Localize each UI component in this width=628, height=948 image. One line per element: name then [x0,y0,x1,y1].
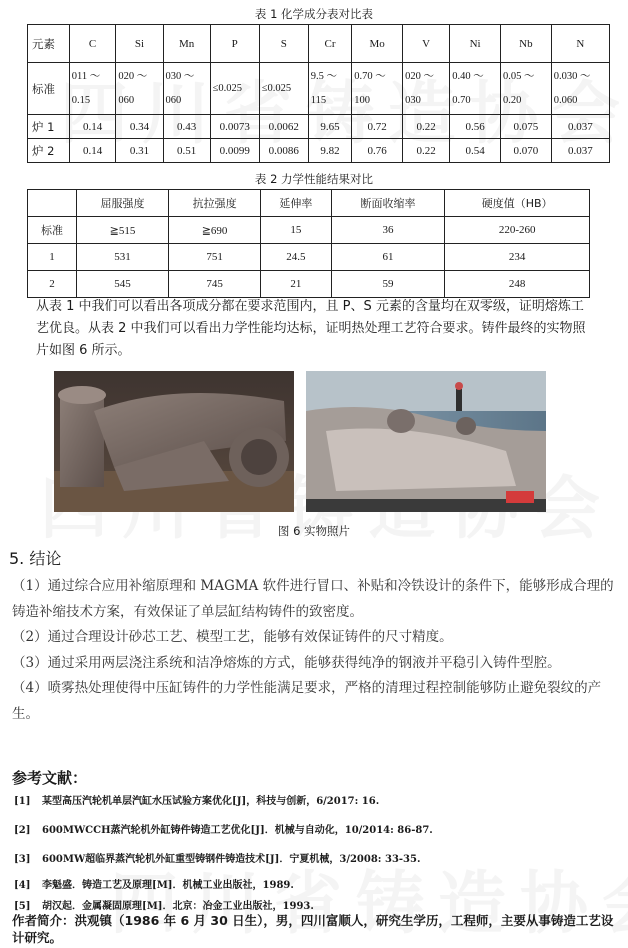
casting-photo-left [54,371,294,512]
reference-item [14,821,433,836]
table-header-cell: Cr [308,25,351,63]
table-cell: 0.34 [116,115,163,139]
table-header-cell: 屈服强度 [76,190,168,217]
conclusion-item: （2）通过合理设计砂芯工艺、模型工艺，能够有效保证铸件的尺寸精度。 [12,629,453,645]
table-cell: 15 [261,217,332,244]
table-cell: 2 [28,271,77,298]
table-cell: 9.82 [308,139,351,163]
table-header-cell [28,190,77,217]
table-cell: ≧690 [169,217,261,244]
conclusion-item: （4）喷雾热处理使得中压缸铸件的力学性能满足要求，严格的清理过程控制能够防止避免裂纹的产生。 [12,680,602,722]
table-cell: 751 [169,244,261,271]
table-cell: ≤0.025 [259,63,308,115]
table-cell: 0.037 [551,115,609,139]
author-intro: 作者简介：洪观镇（1986 年 6 月 30 日生），男，四川富顺人，研究生学历，工程师，主要从事铸造工艺设计研究。 [12,913,614,945]
reference-number: [5] [14,901,31,912]
table-cell: 0.54 [450,139,501,163]
table-cell: 0.075 [501,115,552,139]
reference-number: [4] [14,880,31,891]
table-header-cell: C [69,25,116,63]
table-cell: 020 ～ 060 [116,63,163,115]
table-header-cell: Nb [501,25,552,63]
table-row-standard [28,63,610,115]
reference-text: 600MWCCH蒸汽轮机外缸铸件铸造工艺优化[J]．机械与自动化，10/2014: 86-87. [42,825,433,836]
section-title: 5. 结论 [9,549,62,568]
table-cell: 0.14 [69,139,116,163]
table-cell: 531 [76,244,168,271]
table-cell: 21 [261,271,332,298]
table-header-cell: Ni [450,25,501,63]
table-header-cell: 抗拉强度 [169,190,261,217]
table-cell: 0.22 [403,139,450,163]
table-cell: 220-260 [445,217,590,244]
chemical-composition-table [27,24,610,163]
reference-item [14,897,314,912]
table-cell: 0.070 [501,139,552,163]
table2-caption: 表 2 力学性能结果对比 [254,172,374,186]
table-cell: ≧515 [76,217,168,244]
table-cell: 0.0099 [210,139,259,163]
table-cell: 59 [331,271,445,298]
table-row [28,244,590,271]
table-cell: 0.51 [163,139,210,163]
table-cell: 0.0086 [259,139,308,163]
table-cell: 0.0073 [210,115,259,139]
table-header-cell: V [403,25,450,63]
table-header-cell: 断面收缩率 [331,190,445,217]
table-cell: 9.5 ～ 115 [308,63,351,115]
table-cell: 745 [169,271,261,298]
table-cell: 1 [28,244,77,271]
table-header-cell: 延伸率 [261,190,332,217]
table-row [28,115,610,139]
table-cell: 0.40 ～ 0.70 [450,63,501,115]
table-cell: 545 [76,271,168,298]
table-row [28,139,610,163]
conclusion-item: （1）通过综合应用补缩原理和 MAGMA 软件进行冒口、补贴和冷铁设计的条件下，能够形成合理的铸造补缩技术方案，有效保证了单层缸结构铸件的致密度。 [12,578,614,620]
table-cell: 炉 1 [28,115,70,139]
table-cell: 9.65 [308,115,351,139]
table-header-cell: Mn [163,25,210,63]
table-cell: 0.43 [163,115,210,139]
reference-item [14,792,379,807]
reference-text: 某型高压汽轮机单层汽缸水压试验方案优化[J]，科技与创新，6/2017: 16. [42,796,380,807]
table-cell: 61 [331,244,445,271]
table-header-cell: Si [116,25,163,63]
reference-text: 600MW超临界蒸汽轮机外缸重型铸钢件铸造技术[J]．宁夏机械，3/2008: 33-35. [42,854,421,865]
table-cell: 0.56 [450,115,501,139]
table-cell: 0.72 [352,115,403,139]
table-cell: 234 [445,244,590,271]
table-cell: 0.22 [403,115,450,139]
table-header-cell: S [259,25,308,63]
table-cell: 24.5 [261,244,332,271]
table-cell: ≤0.025 [210,63,259,115]
table-cell: 0.037 [551,139,609,163]
figure-caption: 图 6 实物照片 [277,524,351,538]
table-cell: 0.76 [352,139,403,163]
table-row [28,217,590,244]
table-header-row [28,25,610,63]
table-cell: 0.70 ～ 100 [352,63,403,115]
table-cell: 020 ～ 030 [403,63,450,115]
table-cell: 030 ～ 060 [163,63,210,115]
table-cell: 011 ～ 0.15 [69,63,116,115]
table-header-cell: 硬度值（HB） [445,190,590,217]
casting-photo-right [306,371,546,512]
table-cell: 0.31 [116,139,163,163]
references-title: 参考文献： [12,769,88,787]
table-header-cell: 元素 [28,25,70,63]
reference-text: 李魁盛．铸造工艺及原理[M]．机械工业出版社，1989. [42,880,294,891]
reference-number: [2] [14,825,31,836]
table-cell: 标准 [28,217,77,244]
table-header-cell: N [551,25,609,63]
table-cell: 0.14 [69,115,116,139]
table-cell: 36 [331,217,445,244]
table-header-cell: Mo [352,25,403,63]
table-cell: 0.030 ～ 0.060 [551,63,609,115]
reference-text: 胡汉起．金属凝固原理[M]．北京：冶金工业出版社，1993. [42,901,314,912]
table-cell: 0.0062 [259,115,308,139]
table1-caption: 表 1 化学成分表对比表 [254,7,374,21]
reference-number: [3] [14,854,31,865]
reference-item [14,850,420,865]
table-header-row [28,190,590,217]
table-cell: 0.05 ～ 0.20 [501,63,552,115]
reference-item [14,876,294,891]
mechanical-properties-table [27,189,590,298]
table-cell: 炉 2 [28,139,70,163]
table-row [28,271,590,298]
table-cell: 248 [445,271,590,298]
reference-number: [1] [14,796,31,807]
table-cell: 标准 [28,63,70,115]
conclusion-item: （3）通过采用两层浇注系统和洁净熔炼的方式，能够获得纯净的钢液并平稳引入铸件型腔。 [12,654,561,671]
body-paragraph: 从表 1 中我们可以看出各项成分都在要求范围内，且 P、S 元素的含量均在双零级，证明熔炼工艺优良。从表 2 中我们可以看出力学性能均达标，证明热处理工艺符合要求。铸件最终的实物照片如图 6 所示。 [36,299,586,358]
conclusions [12,574,616,727]
table-header-cell: P [210,25,259,63]
